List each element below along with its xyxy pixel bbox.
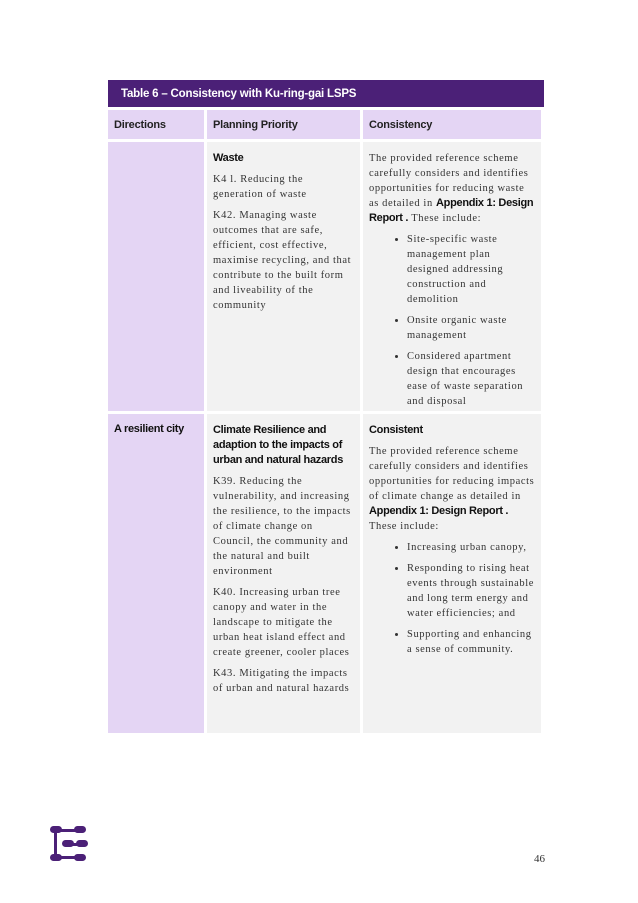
list-item: • Supporting and enhancing a sense of community. [407, 627, 535, 657]
header-planning-priority: Planning Priority [207, 110, 360, 139]
appendix-reference: Appendix 1: Design Report . [369, 197, 534, 224]
consistency-intro: The provided reference scheme carefully considers and identifies opportunities for reducing waste as detailed in [369, 153, 529, 209]
direction-cell [108, 142, 204, 411]
priority-item: K42. Managing waste outcomes that are safe, efficient, cost effective, maximise recycling, and that contribute to the built form and liveability of the community [213, 210, 352, 311]
consistency-cell [363, 142, 541, 411]
consistency-intro: The provided reference scheme carefully considers and identifies opportunities for reducing impacts of climate change as detailed in [369, 446, 535, 502]
consistency-tail: These include: [369, 521, 439, 532]
list-item: • Site-specific waste management plan designed addressing construction and demolition [407, 232, 535, 307]
priority-cell [207, 414, 360, 733]
consistency-text [369, 444, 535, 534]
priority-heading: Waste [213, 152, 244, 164]
list-item: • Responding to rising heat events through sustainable and long term energy and water efficiencies; and [407, 561, 535, 621]
header-consistency: Consistency [363, 110, 541, 139]
list-item: • Onsite organic waste management [407, 313, 535, 343]
consistency-heading: Consistent [369, 424, 423, 436]
consistency-text [369, 151, 535, 226]
table-title: Table 6 – Consistency with Ku-ring-gai LSPS [108, 80, 544, 107]
consistency-tail: These include: [411, 213, 482, 224]
priority-item: K4 l. Reducing the generation of waste [213, 174, 307, 200]
consistency-cell [363, 414, 541, 733]
priority-cell [207, 142, 360, 411]
list-item: • Considered apartment design that encourages ease of waste separation and disposal [407, 349, 535, 409]
priority-item: K39. Reducing the vulnerability, and increasing the resilience, to the impacts of climate change on Council, the community and the natural and built environment [213, 476, 351, 577]
table-header-row [108, 110, 544, 139]
consistency-table [108, 80, 544, 733]
brand-logo-icon [48, 825, 88, 863]
direction-cell: A resilient city [108, 414, 204, 733]
list-item: • Increasing urban canopy, [407, 540, 535, 555]
priority-heading: Climate Resilience and adaption to the impacts of urban and natural hazards [213, 424, 344, 466]
header-directions: Directions [108, 110, 204, 139]
consistency-bullets [369, 232, 535, 409]
appendix-reference: Appendix 1: Design Report . [369, 505, 509, 517]
table-row [108, 414, 544, 733]
priority-item: K40. Increasing urban tree canopy and water in the landscape to mitigate the urban heat island effect and create greener, cooler places [213, 587, 350, 658]
page-number: 46 [534, 853, 545, 865]
priority-item: K43. Mitigating the impacts of urban and natural hazards [213, 668, 350, 694]
table-row [108, 142, 544, 411]
consistency-bullets [369, 540, 535, 657]
